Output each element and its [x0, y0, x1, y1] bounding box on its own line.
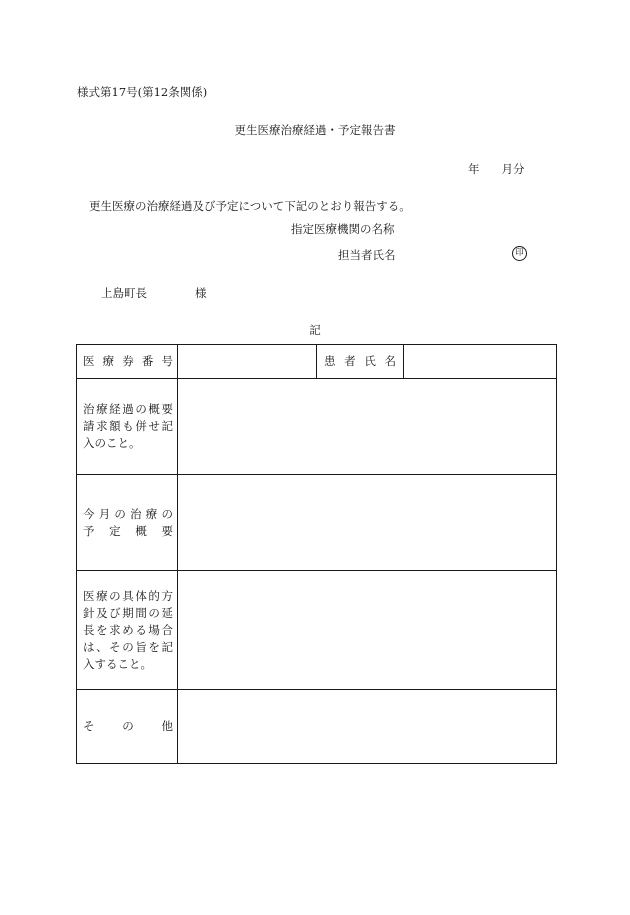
period-year-label: 年: [468, 162, 480, 176]
report-table: [76, 344, 557, 764]
progress-value-cell[interactable]: [178, 379, 557, 475]
patient-name-label: 患者氏名: [324, 354, 396, 368]
report-period: [468, 161, 525, 177]
period-month-label: 月分: [501, 162, 525, 176]
person-in-charge-label: 担当者氏名: [338, 248, 396, 262]
progress-label-line: 請求額も併せ記: [83, 419, 173, 433]
addressee-name: 上島町長: [101, 286, 147, 300]
policy-label-line: 長を求める場合: [83, 622, 173, 637]
seal-mark: 印: [512, 246, 527, 261]
patient-name-value-cell[interactable]: [404, 345, 557, 379]
plan-label-cell: [77, 475, 178, 571]
plan-label-line: 予定概要: [83, 523, 173, 538]
form-number: 様式第17号(第12条関係): [77, 85, 208, 99]
ki-heading: 記: [309, 323, 321, 337]
table-row: [77, 690, 557, 764]
plan-label-line: 今月の治療の: [83, 506, 173, 521]
institution-name-label: 指定医療機関の名称: [291, 222, 395, 236]
medical-ticket-label-cell: [77, 345, 178, 379]
progress-label-cell: [77, 379, 178, 475]
policy-label-line: は、その旨を記: [83, 639, 173, 654]
plan-value-cell[interactable]: [178, 475, 557, 571]
table-row: [77, 571, 557, 690]
patient-name-label-cell: [317, 345, 404, 379]
table-row: [77, 379, 557, 475]
other-label-cell: [77, 690, 178, 764]
document-title: 更生医療治療経過・予定報告書: [234, 123, 396, 137]
table-row: [77, 345, 557, 379]
progress-label-line: 治療経過の概要: [83, 402, 173, 416]
policy-value-cell[interactable]: [178, 571, 557, 690]
other-value-cell[interactable]: [178, 690, 557, 764]
progress-label-line: 入のこと。: [83, 436, 141, 450]
addressee: [101, 285, 207, 301]
policy-label-line: 入すること。: [83, 656, 152, 671]
policy-label-line: 医療の具体的方: [83, 588, 173, 603]
policy-label-cell: [77, 571, 178, 690]
medical-ticket-label: 医療券番号: [83, 354, 173, 368]
policy-label-line: 針及び期間の延: [83, 605, 173, 620]
table-row: [77, 475, 557, 571]
honorific: 様: [195, 286, 207, 300]
intro-statement: 更生医療の治療経過及び予定について下記のとおり報告する。: [89, 199, 411, 213]
medical-ticket-value-cell[interactable]: [178, 345, 317, 379]
other-label: その他: [83, 719, 173, 733]
